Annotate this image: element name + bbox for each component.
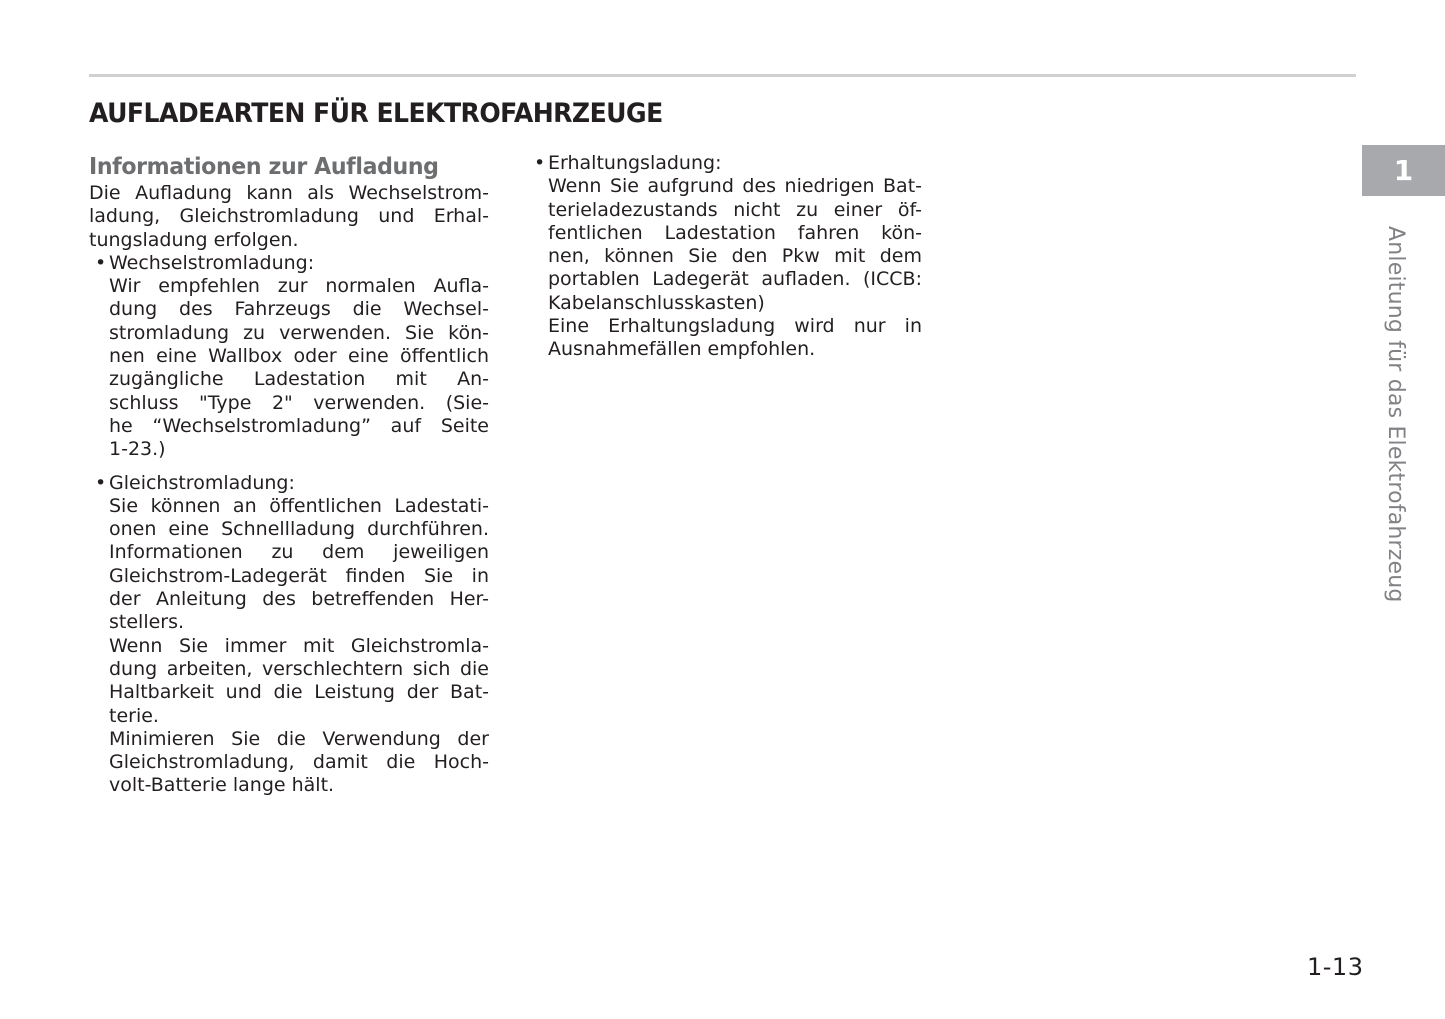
bullet-body	[109, 275, 489, 461]
body-line: dung des Fahrzeugs die Wechsel-	[109, 298, 489, 321]
bullet-body	[548, 175, 922, 361]
body-line: stellers.	[109, 611, 185, 634]
chapter-tab	[1362, 145, 1445, 196]
body-line: terie.	[109, 704, 159, 727]
body-line: he “Wechselstromladung” auf Seite	[109, 414, 489, 437]
body-line: Wenn Sie aufgrund des niedrigen Bat-	[548, 175, 922, 198]
body-line: Kabelanschlusskasten)	[548, 291, 765, 314]
bullet-title: Wechselstromladung:	[109, 251, 315, 274]
body-line: volt-Batterie lange hält.	[109, 774, 335, 797]
body-line: Haltbarkeit und die Leistung der Bat-	[109, 681, 489, 704]
bullet-dot-icon: •	[95, 251, 107, 274]
body-line: 1-23.)	[109, 438, 166, 461]
body-line: Sie können an öffentlichen Ladestati-	[109, 494, 489, 517]
body-line: Eine Erhaltungsladung wird nur in	[548, 315, 922, 338]
page-number: 1-13	[1307, 953, 1364, 981]
bullet-title: Gleichstromladung:	[109, 471, 295, 494]
chapter-number: 1	[1393, 154, 1414, 187]
header-rule	[89, 74, 1356, 77]
bullet-ac-charging	[89, 252, 489, 462]
body-line: Wenn Sie immer mit Gleichstromla-	[109, 634, 489, 657]
body-line: Gleichstrom-Ladegerät finden Sie in	[109, 564, 489, 587]
intro-paragraph	[89, 182, 489, 252]
body-line: der Anleitung des betreffenden Her-	[109, 588, 489, 611]
body-line: Wir empfehlen zur normalen Aufla-	[109, 275, 489, 298]
bullet-dot-icon: •	[95, 471, 107, 494]
body-line: stromladung zu verwenden. Sie kön-	[109, 321, 489, 344]
left-column	[89, 152, 489, 798]
body-line: Ausnahmefällen empfohlen.	[548, 338, 816, 361]
body-line: zugängliche Ladestation mit An-	[109, 368, 489, 391]
body-line: Minimieren Sie die Verwendung der	[109, 727, 489, 750]
bullet-trickle-charging	[528, 152, 922, 362]
body-line: terieladezustands nicht zu einer öf-	[548, 198, 922, 221]
body-line: nen, können Sie den Pkw mit dem	[548, 245, 922, 268]
intro-line: ladung, Gleichstromladung und Erhal-	[89, 205, 489, 228]
bullet-dc-charging	[89, 472, 489, 798]
section-heading: Informationen zur Aufladung	[89, 154, 439, 180]
body-line: nen eine Wallbox oder eine öffentlich	[109, 345, 489, 368]
bullet-title: Erhaltungsladung:	[548, 152, 722, 174]
body-line: schluss "Type 2" verwenden. (Sie-	[109, 391, 489, 414]
body-line: Informationen zu dem jeweiligen	[109, 541, 489, 564]
body-line: dung arbeiten, verschlechtern sich die	[109, 657, 489, 680]
right-column	[528, 152, 922, 362]
body-line: portablen Ladegerät aufladen. (ICCB:	[548, 268, 922, 291]
intro-line: Die Aufladung kann als Wechselstrom-	[89, 182, 489, 204]
body-line: Gleichstromladung, damit die Hoch-	[109, 751, 489, 774]
bullet-body	[109, 495, 489, 798]
bullet-dot-icon: •	[534, 152, 546, 174]
page-title: AUFLADEARTEN FÜR ELEKTROFAHRZEUGE	[89, 98, 663, 129]
body-line: onen eine Schnellladung durchführen.	[109, 518, 489, 541]
intro-line: tungsladung erfolgen.	[89, 228, 299, 251]
body-line: fentlichen Ladestation fahren kön-	[548, 221, 922, 244]
chapter-side-label: Anleitung für das Elektrofahrzeug	[1383, 226, 1408, 603]
